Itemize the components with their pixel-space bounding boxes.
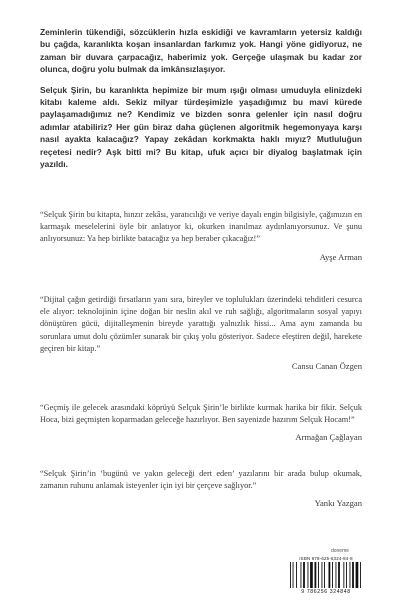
quote-text: “Selçuk Şirin’in ‘bugünü ve yakın geleceği dert eden’ yazılarını bir arada bulup okumak, zamanın ruhunu anlamak isteyenler için iyi bir çerçeve sağlıyor.”: [40, 469, 362, 491]
quote-author: Ayşe Arman: [319, 251, 362, 262]
quote-yanki-yazgan: [40, 468, 362, 508]
quote-cansu-canan-ozgen: [40, 294, 362, 371]
quote-author: Yankı Yazgan: [314, 498, 362, 509]
quote-text: “Selçuk Şirin bu kitapta, hınzır zekâsı, yaratıcılığı ve veriye dayalı engin bilgisiyle, çağımızın en karmaşık meselelerini öyle bir anlatıyor ki, okurken inanılmaz aydınlanıyorsunuz. Ve şunu anlıyorsunuz: Ya hep birlikte batacağız ya hep beraber çıkacağız!”: [40, 210, 362, 244]
intro-paragraph-2: Selçuk Şirin, bu karanlıkta hepimize bir mum ışığı olması umuduyla elinizdeki kitabı kaleme aldı. Sekiz milyar türdeşimizle yaşadığımız bu mavi kürede paylaşamadığımız ne? Kendimiz ve bizden sonra gelenler için nasıl doğru adımlar atabiliriz? Her gün biraz daha güçlenen algoritmik hegemonyaya karşı nasıl ayakta kalacağız? Yapay zekâdan korkmakta haklı mıyız? Mutluluğun reçetesi nedir? Aşk bitti mi? Bu kitap, ufuk açıcı bir diyalog başlatmak için yazıldı.: [40, 84, 362, 170]
barcode-icon: [290, 562, 362, 588]
isbn-barcode-box: [286, 556, 366, 598]
isbn-label: ISBN 978-625-6324-84-8: [299, 556, 353, 561]
quote-ayse-arman: [40, 209, 362, 262]
publisher-logo: doneme: [330, 548, 350, 554]
intro-text: [40, 26, 362, 178]
quote-author: Cansu Canan Özgen: [291, 361, 362, 372]
isbn-digits: 9 786256 324848: [301, 589, 351, 595]
quote-text: “Geçmiş ile gelecek arasındaki köprüyü Selçuk Şirin’le birlikte kurmak harika bir fikir. Selçuk Hoca, bizi geçmişten koparmadan geleceğe hazırlıyor. Ben sayenizde hazırım Selçuk Hocam!”: [40, 403, 362, 425]
quote-author: Armağan Çağlayan: [295, 432, 362, 443]
quote-text: “Dijital çağın getirdiği fırsatların yanı sıra, bireyler ve toplulukları üzerindeki tehditleri cesurca ele alıyor: teknolojinin içine doğan bir neslin akıl ve ruh sağlığı, algoritmaların sosyal yapıyı dönüştüren gücü, dijitalleşmenin bireyde yarattığı yalnızlık hissi... Ama aynı zamanda bu sorunlara umut dolu çözümler sunarak bir çıkış yolu gösteriyor. Sadece eleştiren değil, harekete geçiren bir kitap.”: [40, 295, 362, 353]
intro-paragraph-1: Zeminlerin tükendiği, sözcüklerin hızla eskidiği ve kavramların yetersiz kaldığı bu çağda, karanlıkta koşan insanlardan farkımız yok. Hangi yöne gidiyoruz, ne zaman bir duvara çarpacağız, haberimiz yok. Gerçeğe ulaşmak bu kadar zor olunca, doğru yolu bulmak da imkânsızlaşıyor.: [40, 27, 362, 75]
quote-armagan-caglayan: [40, 402, 362, 442]
